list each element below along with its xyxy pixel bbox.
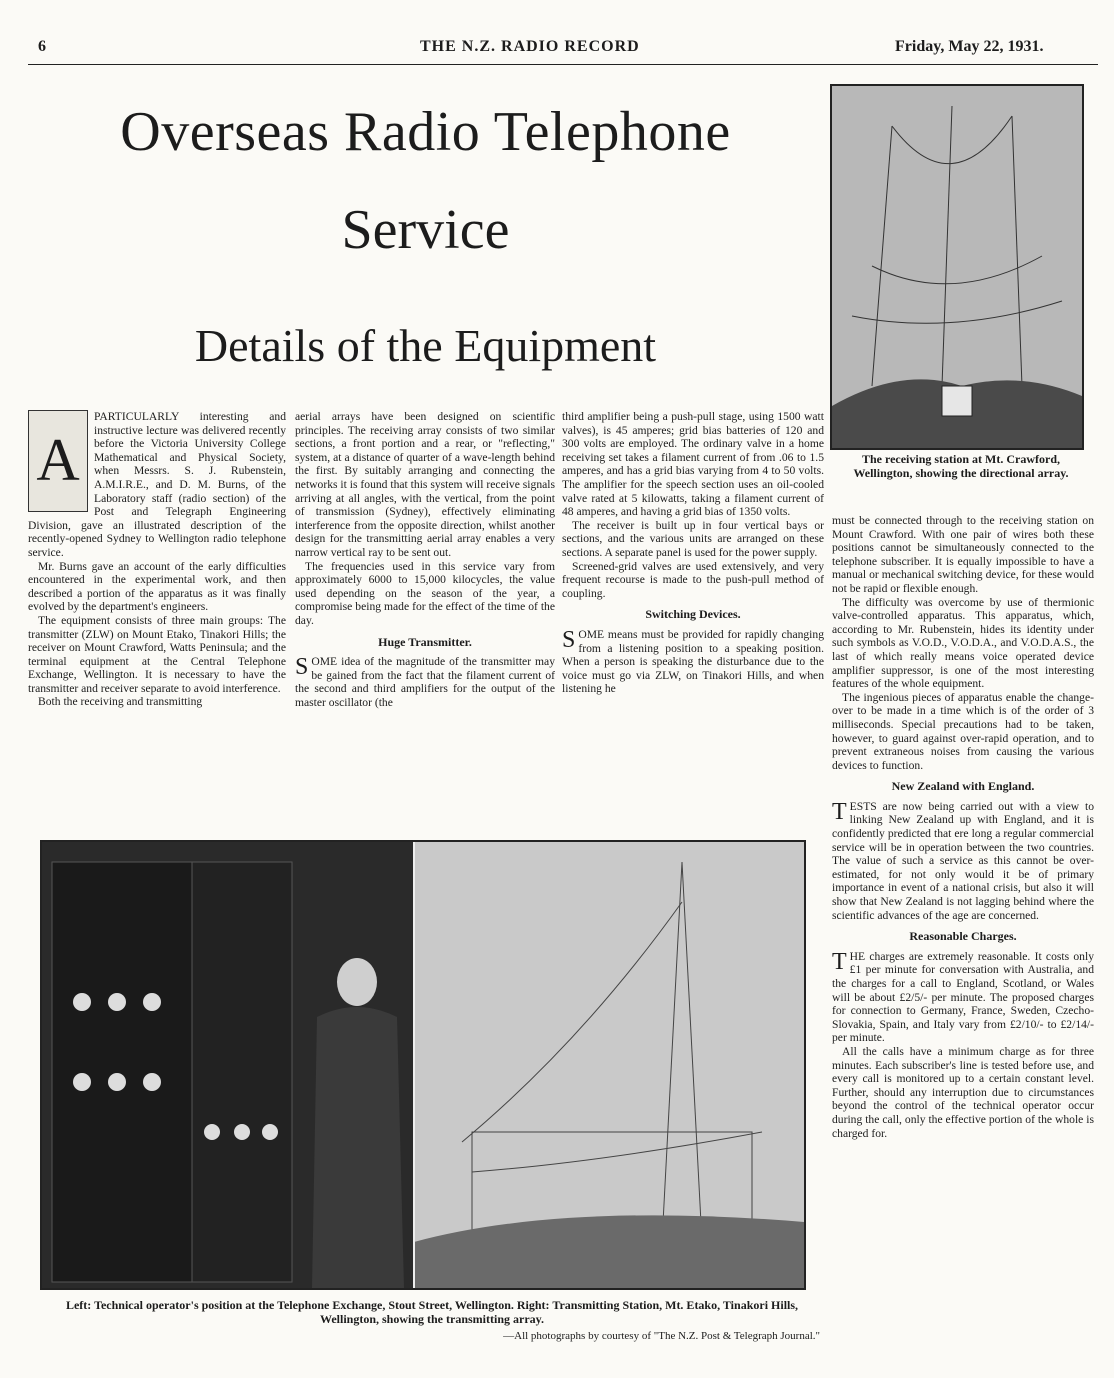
subheading-huge-transmitter: Huge Transmitter.	[378, 634, 472, 649]
subheading-reasonable-charges: Reasonable Charges.	[909, 929, 1017, 944]
paragraph: must be connected through to the receiving station on Mount Crawford. With one pair of wires both these positions cannot be simultaneously connected to the telephone subscriber. It is equally impossible to have a manual or mechanical switching device, for these would not be rapid or flexible enough.	[832, 514, 1094, 595]
initial-capital: T	[832, 798, 847, 825]
issue-date: Friday, May 22, 1931.	[895, 38, 1044, 55]
publication-name: THE N.Z. RADIO RECORD	[420, 38, 640, 55]
paragraph: All the calls have a minimum charge as for three minutes. Each subscriber's line is tested before use, and every call is monitored up to a certain constant level. Further, should any interruption due to circumstances beyond the control of the technical operator occur during the call, only the effective portion of the whole is charged for.	[832, 1044, 1094, 1140]
paragraph: The ingenious pieces of apparatus enable the change-over to be made in a time which is of the order of 3 milliseconds. Special precautions had to be taken, however, to guard against over-rapid operation, and to prevent extraneous noises from causing the various devices to function.	[832, 690, 1094, 772]
subheading-switching-devices: Switching Devices.	[645, 607, 741, 622]
article-column-2	[295, 410, 555, 709]
paragraph: Screened-grid valves are used extensively, and very frequent recourse is made to the push-pull method of coupling.	[562, 559, 824, 600]
paragraph: aerial arrays have been designed on scientific principles. The receiving array consists of two similar sections, a front portion and a rear, or "reflecting," system, at a distance of quarter of a wave-length behind the first. By suitably arranging and connecting the networks it is found that this system will receive signals arriving at all angles, with the vertical, from the point of transmission (Sydney), effectively eliminating interference from the opposite direction, whilst another design for the transmitting aerial array enables a very narrow vertical ray to be sent out.	[295, 410, 555, 559]
receiving-station-photo	[830, 84, 1084, 450]
paragraph: The difficulty was overcome by use of thermionic valve-controlled apparatus. This apparatus, which, according to Mr. Rubenstein, hides its identity under such symbols as V.O.D., V.O.D.A., and V.O.D.A.S., the last of which really means voice operated device amplifier suppressor, is one of the most interesting features of the whole equipment.	[832, 595, 1094, 691]
article-column-3	[562, 410, 824, 696]
initial-capital: S	[562, 626, 576, 653]
subheadline: Details of the Equipment	[194, 320, 657, 371]
headline-line-1: Overseas Radio Telephone	[120, 101, 731, 163]
paragraph: Both the receiving and transmitting	[38, 695, 203, 709]
paragraph: PARTICULARLY interesting and instructive lecture was delivered recently before the Victoria University College Mathematical and Physical Society, when Messrs. S. J. Rubenstein, A.M.I.R.E., and D. M. Burns, of the Laboratory staff (radio section) of the Post and Telegraph Engineering Division, gave an illustrated description of the recently-opened Sydney to Wellington radio telephone service.	[28, 410, 286, 559]
receiving-station-caption: The receiving station at Mt. Crawford, Wellington, showing the directional array.	[853, 452, 1069, 480]
headline-line-2: Service	[341, 199, 510, 261]
initial-capital: T	[832, 948, 847, 975]
paragraph: Mr. Burns gave an account of the early difficulties encountered in the experimental work, and then described a portion of the apparatus as it was finally evolved by the department's engineers.	[28, 559, 286, 614]
paragraph: HE charges are extremely reasonable. It costs only £1 per minute for conversation with Australia, and the charges for a call to England, Scotland, or Wales will be about £2/5/- per minute. The proposed charges for connection to Germany, France, Sweden, Czecho-Slovakia, Spain, and Italy vary from £2/10/- to £2/14/- per minute.	[832, 949, 1094, 1045]
subheading-new-zealand-england: New Zealand with England.	[891, 779, 1035, 794]
paragraph: third amplifier being a push-pull stage, using 1500 watt valves), is 45 amperes; grid bias batteries of 120 and 300 volts are employed. The ordinary valve in a home receiving set takes a filament current of from .06 to 1.5 amperes, and has a grid bias varying from 4 to 50 volts. The amplifier for the speech section uses an oil-cooled valve rated at 5 kilowatts, taking a filament current of 48 amperes, and having a grid bias of 1350 volts.	[562, 410, 824, 519]
paragraph: The receiver is built up in four vertical bays or sections, and the various units are arranged on these sections. A separate panel is used for the power supply.	[562, 518, 824, 559]
paragraph: The equipment consists of three main groups: The transmitter (ZLW) on Mount Etako, Tinakori Hills; the receiver on Mount Crawford, Watts Peninsula; and the terminal equipment at the Central Telephone Exchange, Wellington. It is necessary to have the transmitter and receiver separate to avoid interference.	[28, 613, 286, 695]
drop-cap-a: A	[28, 410, 88, 512]
paragraph: OME idea of the magnitude of the transmitter may be gained from the fact that the filament current of the second and third amplifiers for the output of the master oscillator (the	[295, 655, 555, 709]
header-rule	[28, 64, 1098, 65]
photo-credit: —All photographs by courtesy of "The N.Z. Post & Telegraph Journal."	[503, 1330, 820, 1342]
article-column-4	[832, 514, 1094, 1140]
article-column-1	[28, 410, 286, 709]
initial-capital: S	[295, 654, 309, 681]
photo-illustration	[42, 842, 804, 1288]
bottom-photo-caption: Left: Technical operator's position at the Telephone Exchange, Stout Street, Wellington. Right: Transmitting Station, Mt. Etako, Tinakori Hills, Wellington, showing the transmitting array.	[65, 1298, 799, 1326]
aerial-array-illustration	[832, 86, 1082, 448]
paragraph: The frequencies used in this service vary from approximately 6000 to 15,000 kilocycles, the value used depending on the season of the year, a compromise being made for the effect of the time of the day.	[295, 559, 555, 627]
paragraph: ESTS are now being carried out with a view to linking New Zealand up with England, and it is confidently predicted that ere long a regular commercial service will be in operation between the two countries. The value of such a service as this cannot be over-estimated, for not only would it be of primary importance in event of a national crisis, but also it will show that New Zealand is not lagging behind where the scientific advances of the age are concerned.	[832, 799, 1094, 922]
page-number: 6	[38, 38, 47, 55]
paragraph: OME means must be provided for rapidly changing from a listening position to a speaking position. When a person is speaking the disturbance due to the voice must go via ZLW, on Tinakori Hills, and when listening he	[562, 627, 824, 696]
exchange-and-transmitter-photo	[40, 840, 806, 1290]
